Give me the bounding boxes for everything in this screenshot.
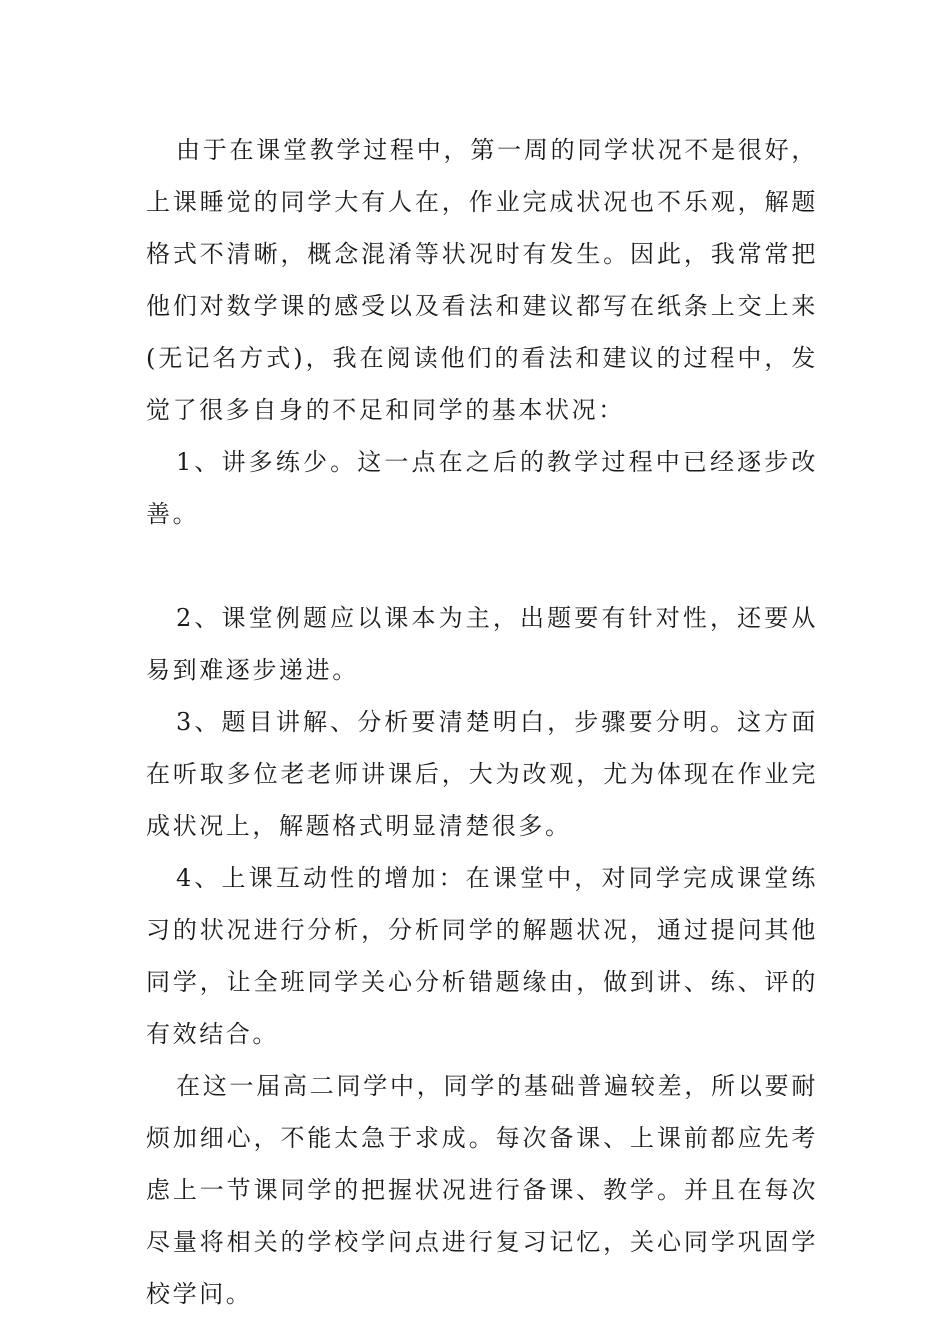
document-body <box>146 124 818 1320</box>
blank-line <box>146 540 818 592</box>
paragraph-intro: 由于在课堂教学过程中，第一周的同学状况不是很好，上课睡觉的同学大有人在，作业完成状况也不乐观，解题格式不清晰，概念混淆等状况时有发生。因此，我常常把他们对数学课的感受以及看法和建议都写在纸条上交上来(无记名方式)，我在阅读他们的看法和建议的过程中，发觉了很多自身的不足和同学的基本状况： <box>146 136 818 424</box>
paragraph-point-2: 2、课堂例题应以课本为主，出题要有针对性，还要从易到难逐步递进。 <box>146 604 818 684</box>
paragraph-point-1: 1、讲多练少。这一点在之后的教学过程中已经逐步改善。 <box>146 448 818 528</box>
paragraph-point-4: 4、上课互动性的增加：在课堂中，对同学完成课堂练习的状况进行分析，分析同学的解题状况，通过提问其他同学，让全班同学关心分析错题缘由，做到讲、练、评的有效结合。 <box>146 864 818 1048</box>
paragraph-conclusion: 在这一届高二同学中，同学的基础普遍较差，所以要耐烦加细心，不能太急于求成。每次备课、上课前都应先考虑上一节课同学的把握状况进行备课、教学。并且在每次尽量将相关的学校学问点进行复习记忆，关心同学巩固学校学问。 <box>146 1072 818 1308</box>
paragraph-point-3: 3、题目讲解、分析要清楚明白，步骤要分明。这方面在听取多位老老师讲课后，大为改观，尤为体现在作业完成状况上，解题格式明显清楚很多。 <box>146 708 818 840</box>
